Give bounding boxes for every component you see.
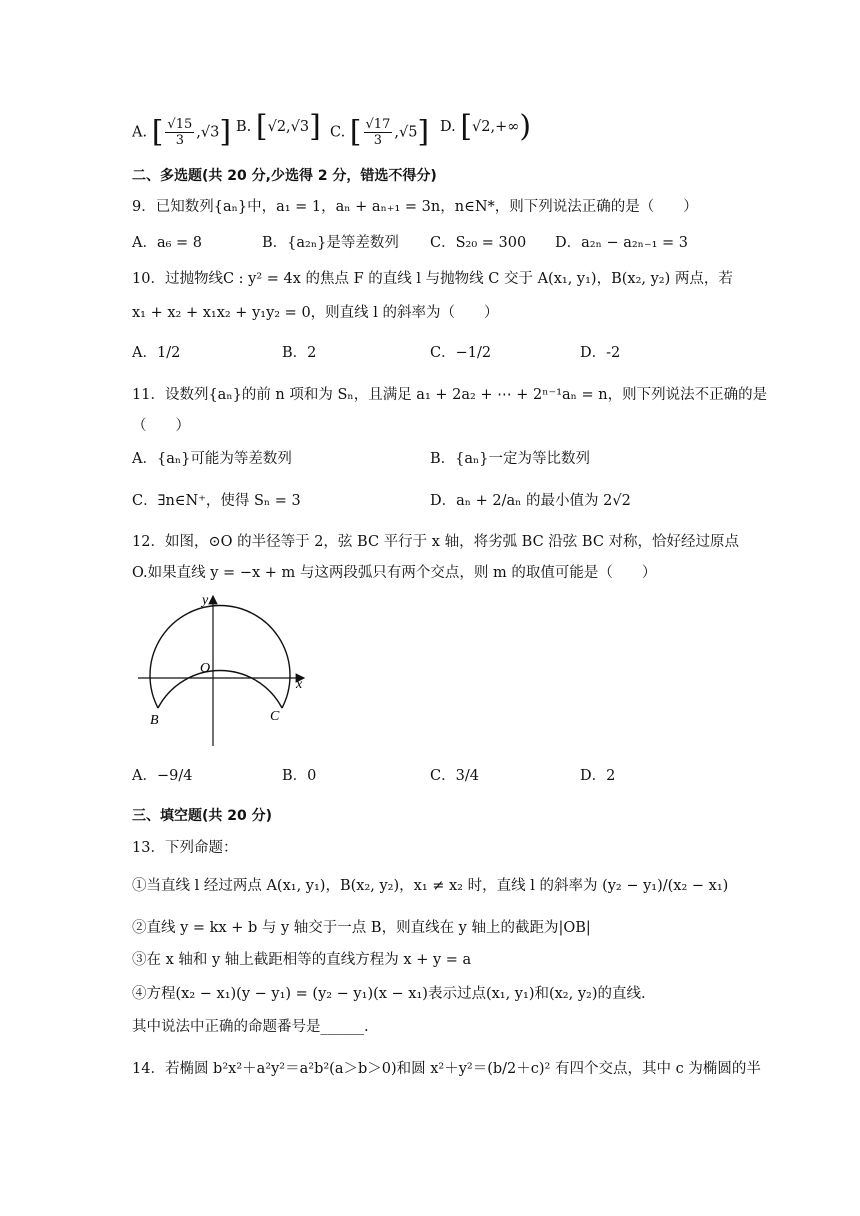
label-b: B <box>150 713 159 728</box>
section-3-heading: 三、填空题(共 20 分) <box>132 808 273 824</box>
q13-proposition-1: ①当直线 l 经过两点 A(x₁, y₁)，B(x₂, y₂)，x₁ ≠ x₂ 时，直线 l 的斜率为 (y₂ − y₁)/(x₂ − x₁) <box>132 878 729 894</box>
q12-option-c: C．3/4 <box>430 768 479 784</box>
q8-option-b: B. [√2,√3] <box>236 109 321 144</box>
label-o: O <box>200 661 211 676</box>
q10-stem-line2: x₁ + x₂ + x₁x₂ + y₁y₂ = 0，则直线 l 的斜率为（ ） <box>132 305 499 321</box>
q11-option-c: C．∃n∈N⁺，使得 Sₙ = 3 <box>132 493 301 509</box>
q12-option-a: A．−9/4 <box>132 768 193 784</box>
major-arc <box>150 606 290 708</box>
q13-stem: 13．下列命题： <box>132 840 238 856</box>
q12-figure <box>136 590 316 750</box>
q13-proposition-4: ④方程(x₂ − x₁)(y − y₁) = (y₂ − y₁)(x − x₁)表示过点(x₁, y₁)和(x₂, y₂)的直线. <box>132 986 646 1002</box>
q10-option-d: D．-2 <box>580 345 621 361</box>
reflected-arc <box>158 670 282 708</box>
q14-stem: 14．若椭圆 b²x²＋a²y²＝a²b²(a＞b＞0)和圆 x²＋y²＝(b/2＋c)² 有四个交点，其中 c 为椭圆的半 <box>132 1061 761 1077</box>
q11-option-a: A．{aₙ}可能为等差数列 <box>132 451 292 467</box>
q13-proposition-3: ③在 x 轴和 y 轴上截距相等的直线方程为 x + y = a <box>132 952 472 968</box>
q10-stem-line1: 10．过抛物线C : y² = 4x 的焦点 F 的直线 l 与抛物线 C 交于 A(x₁, y₁)，B(x₂, y₂) 两点，若 <box>132 271 733 287</box>
q12-stem-line2: O.如果直线 y = −x + m 与这两段弧只有两个交点，则 m 的取值可能是（ ） <box>132 565 657 581</box>
q8-option-d: D. [√2,+∞) <box>440 109 532 144</box>
label-x: x <box>296 677 303 692</box>
q11-stem-line1: 11．设数列{aₙ}的前 n 项和为 Sₙ，且满足 a₁ + 2a₂ + ⋯ + 2ⁿ⁻¹aₙ = n，则下列说法不正确的是 <box>132 387 768 403</box>
q13-question: 其中说法中正确的命题番号是______. <box>132 1019 369 1035</box>
q10-option-b: B．2 <box>282 345 317 361</box>
q10-option-a: A．1/2 <box>132 345 181 361</box>
q11-option-d: D．aₙ + 2/aₙ 的最小值为 2√2 <box>430 493 631 509</box>
q8-option-a: A. [ $\frac{√15}{3}$ ,√3] <box>132 114 232 150</box>
q8-option-c: C. [ $\frac{√17}{3}$ ,√5] <box>330 114 430 150</box>
q13-proposition-2: ②直线 y = kx + b 与 y 轴交于一点 B，则直线在 y 轴上的截距为|OB| <box>132 920 591 936</box>
q12-option-d: D．2 <box>580 768 616 784</box>
label-c: C <box>270 709 280 724</box>
q9-option-a: A．a₆ = 8 <box>132 235 203 251</box>
q9-option-b: B．{a₂ₙ}是等差数列 <box>262 235 399 251</box>
q10-option-c: C．−1/2 <box>430 345 492 361</box>
section-2-heading: 二、多选题(共 20 分,少选得 2 分，错选不得分) <box>132 168 437 184</box>
q9-option-d: D．a₂ₙ − a₂ₙ₋₁ = 3 <box>555 235 689 251</box>
q12-stem-line1: 12．如图，⊙O 的半径等于 2，弦 BC 平行于 x 轴，将劣弧 BC 沿弦 BC 对称，恰好经过原点 <box>132 534 740 550</box>
q12-option-b: B．0 <box>282 768 317 784</box>
q11-stem-line2: （ ） <box>132 418 190 434</box>
q9-stem: 9．已知数列{aₙ}中，a₁ = 1，aₙ + aₙ₊₁ = 3n，n∈N*，则下列说法正确的是（ ） <box>132 199 698 215</box>
label-y: y <box>202 593 209 608</box>
q9-option-c: C．S₂₀ = 300 <box>430 235 527 251</box>
q11-option-b: B．{aₙ}一定为等比数列 <box>430 451 591 467</box>
